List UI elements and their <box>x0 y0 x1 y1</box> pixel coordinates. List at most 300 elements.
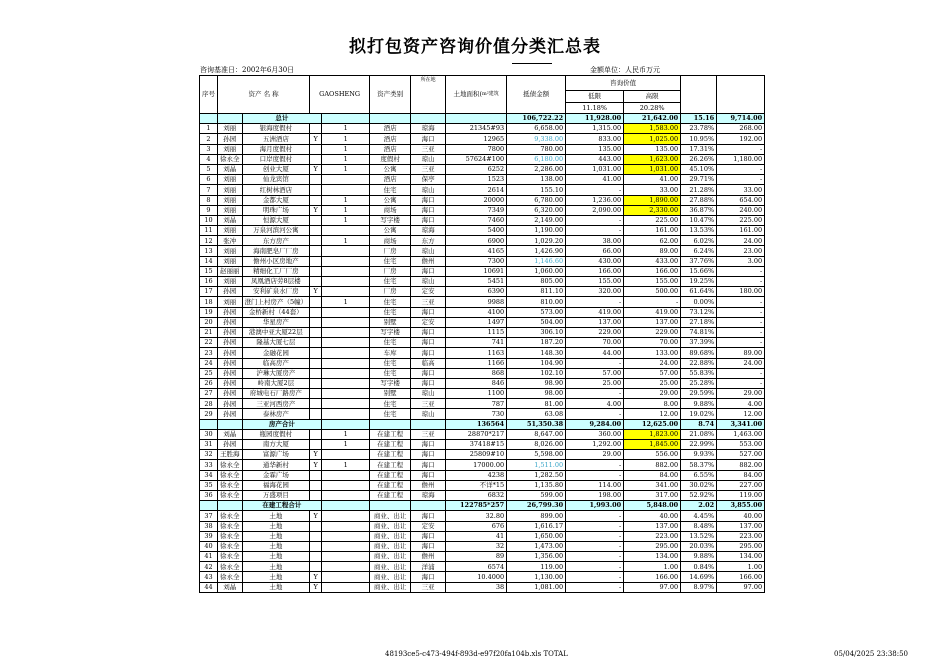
unit-label: 金额单位：人民币万元 <box>590 66 660 74</box>
summary-table <box>199 75 765 593</box>
table-row <box>200 480 765 490</box>
cell-low: - <box>566 215 624 225</box>
cell-asset-name: 土地 <box>242 562 310 572</box>
cell-asset-name: 安利矿泉水厂房 <box>242 287 310 297</box>
cell-gaosheng-flag <box>310 389 322 399</box>
cell-type: 商场 <box>370 205 411 215</box>
cell-area: 676 <box>446 521 507 531</box>
cell-low: - <box>566 470 624 480</box>
cell-type: 酒店 <box>370 124 411 134</box>
cell-location: 海口 <box>411 511 446 521</box>
table-row <box>200 389 765 399</box>
cell-high: 29.00 <box>624 389 681 399</box>
cell-person: 徐永全 <box>218 521 243 531</box>
cell-type: 写字楼 <box>370 215 411 225</box>
cell-person: 刘丽 <box>218 205 243 215</box>
cell-asset-name: 万盛项目 <box>242 490 310 500</box>
cell-count <box>322 378 370 388</box>
cell-blank <box>218 114 243 124</box>
cell-ratio: 23.78% <box>681 124 717 134</box>
cell-ratio: 29.59% <box>681 389 717 399</box>
cell-location: 定安 <box>411 317 446 327</box>
cell-count <box>322 358 370 368</box>
cell-location: 海口 <box>411 327 446 337</box>
table-row <box>200 531 765 541</box>
cell-location: 海口 <box>411 307 446 317</box>
cell-low: 70.00 <box>566 338 624 348</box>
cell-person: 刘丽 <box>218 124 243 134</box>
cell-ratio: 10.95% <box>681 134 717 144</box>
cell-area: 89 <box>446 552 507 562</box>
cell-gaosheng-flag <box>310 378 322 388</box>
cell-asset-name: 东方房产 <box>242 236 310 246</box>
cell-area: 136564 <box>446 419 507 429</box>
cell-high: 1,623.00 <box>624 154 681 164</box>
cell-location: 琼山 <box>411 389 446 399</box>
cell-mortgage: 1,029.20 <box>507 236 566 246</box>
cell-high: 70.00 <box>624 338 681 348</box>
cell-mortgage: 1,616.17 <box>507 521 566 531</box>
cell-area: 5400 <box>446 226 507 236</box>
cell-location: 海口 <box>411 531 446 541</box>
cell-person: 徐永全 <box>218 541 243 551</box>
cell-area: 10691 <box>446 266 507 276</box>
cell-ratio: 61.64% <box>681 287 717 297</box>
cell-high: 882.00 <box>624 460 681 470</box>
cell-person: 刘丽 <box>218 175 243 185</box>
cell-gaosheng-flag <box>310 409 322 419</box>
cell-count <box>322 175 370 185</box>
cell-mortgage: 780.00 <box>507 144 566 154</box>
cell-location: 琼山 <box>411 246 446 256</box>
table-row <box>200 144 765 154</box>
cell-gaosheng-flag <box>310 195 322 205</box>
cell-area: 122785*257 <box>446 501 507 511</box>
cell-last: - <box>717 327 765 337</box>
cell-person: 张冲 <box>218 236 243 246</box>
cell-gaosheng-flag: Y <box>310 511 322 521</box>
cell-count <box>322 307 370 317</box>
cell-area: 6832 <box>446 490 507 500</box>
cell-person: 刘晶 <box>218 164 243 174</box>
cell-last: 134.00 <box>717 552 765 562</box>
cell-area: 1100 <box>446 389 507 399</box>
cell-person: 孙园 <box>218 389 243 399</box>
cell-blank <box>411 419 446 429</box>
cell-seq: 20 <box>200 317 218 327</box>
table-row <box>200 327 765 337</box>
cell-mortgage: 6,180.00 <box>507 154 566 164</box>
cell-ratio: 15.66% <box>681 266 717 276</box>
cell-last: 1.00 <box>717 562 765 572</box>
cell-location: 儋州 <box>411 552 446 562</box>
cell-area: 868 <box>446 368 507 378</box>
cell-type: 住宅 <box>370 297 411 307</box>
cell-person: 徐永全 <box>218 154 243 164</box>
cell-seq: 9 <box>200 205 218 215</box>
cell-ratio: 37.39% <box>681 338 717 348</box>
cell-count <box>322 185 370 195</box>
cell-asset-name: 土地 <box>242 541 310 551</box>
cell-seq: 14 <box>200 256 218 266</box>
cell-asset-name: 岭南大厦2层 <box>242 378 310 388</box>
cell-area: 10.4000 <box>446 572 507 582</box>
cell-seq: 30 <box>200 429 218 439</box>
cell-seq: 17 <box>200 287 218 297</box>
cell-person: 孙园 <box>218 338 243 348</box>
cell-person: 徐永全 <box>218 511 243 521</box>
cell-seq: 3 <box>200 144 218 154</box>
cell-area: 6900 <box>446 236 507 246</box>
cell-type: 度假村 <box>370 154 411 164</box>
cell-gaosheng-flag <box>310 562 322 572</box>
cell-type: 住宅 <box>370 409 411 419</box>
cell-location: 三亚 <box>411 582 446 592</box>
cell-person: 孙园 <box>218 307 243 317</box>
cell-high: 8.00 <box>624 399 681 409</box>
header-area <box>446 76 507 114</box>
cell-count <box>322 287 370 297</box>
header-area-unit: m²建筑 <box>482 91 499 98</box>
cell-mortgage: 1,081.00 <box>507 582 566 592</box>
cell-blank <box>322 419 370 429</box>
cell-ratio: 52.92% <box>681 490 717 500</box>
cell-last: 33.00 <box>717 185 765 195</box>
cell-asset-name: 精细化工厂厂房 <box>242 266 310 276</box>
cell-high: 1,025.00 <box>624 134 681 144</box>
cell-seq: 36 <box>200 490 218 500</box>
cell-mortgage: 1,190.00 <box>507 226 566 236</box>
cell-blank <box>200 501 218 511</box>
cell-low: - <box>566 409 624 419</box>
cell-asset-name: 金融花园 <box>242 348 310 358</box>
cell-asset-name: 府城电石厂路房产 <box>242 389 310 399</box>
table-row <box>200 297 765 307</box>
cell-last: 89.00 <box>717 348 765 358</box>
cell-low: 360.00 <box>566 429 624 439</box>
cell-type: 厂房 <box>370 266 411 276</box>
cell-low: - <box>566 185 624 195</box>
cell-location: 海口 <box>411 572 446 582</box>
page-title: 拟打包资产咨询价值分类汇总表 <box>349 37 601 57</box>
cell-last: - <box>717 378 765 388</box>
cell-gaosheng-flag <box>310 256 322 266</box>
cell-gaosheng-flag <box>310 226 322 236</box>
cell-location: 三亚 <box>411 297 446 307</box>
cell-gaosheng-flag <box>310 480 322 490</box>
cell-person: 徐永全 <box>218 531 243 541</box>
cell-low: 320.00 <box>566 287 624 297</box>
cell-high: - <box>624 297 681 307</box>
cell-person: 刘丽 <box>218 256 243 266</box>
cell-location: 临高 <box>411 358 446 368</box>
cell-low: 229.00 <box>566 327 624 337</box>
cell-person: 刘晶 <box>218 582 243 592</box>
cell-asset-name: 港澳中亚大厦22层 <box>242 327 310 337</box>
cell-area: 38 <box>446 582 507 592</box>
cell-area: 25809#10 <box>446 450 507 460</box>
cell-seq: 44 <box>200 582 218 592</box>
table-row <box>200 521 765 531</box>
cell-last: - <box>717 164 765 174</box>
cell-person: 孙园 <box>218 348 243 358</box>
header-low: 低限 <box>566 91 624 103</box>
cell-last: 882.00 <box>717 460 765 470</box>
cell-ratio: 0.84% <box>681 562 717 572</box>
cell-count <box>322 409 370 419</box>
table-row <box>200 511 765 521</box>
cell-person: 孙园 <box>218 358 243 368</box>
cell-ratio: 4.45% <box>681 511 717 521</box>
cell-seq: 28 <box>200 399 218 409</box>
cell-person: 刘晶 <box>218 215 243 225</box>
cell-count <box>322 317 370 327</box>
cell-count <box>322 552 370 562</box>
cell-count <box>322 490 370 500</box>
cell-asset-name: 临高房产 <box>242 358 310 368</box>
cell-count <box>322 480 370 490</box>
cell-count: 1 <box>322 195 370 205</box>
cell-ratio: 20.03% <box>681 541 717 551</box>
cell-area: 6252 <box>446 164 507 174</box>
cell-person: 徐永全 <box>218 552 243 562</box>
cell-asset-name: 创业大厦 <box>242 164 310 174</box>
cell-person: 孙园 <box>218 399 243 409</box>
cell-type: 在建工程 <box>370 490 411 500</box>
cell-area: 37418#15 <box>446 440 507 450</box>
cell-last: 3,855.00 <box>717 501 765 511</box>
cell-location: 海口 <box>411 266 446 276</box>
cell-high: 89.00 <box>624 246 681 256</box>
cell-type: 车库 <box>370 348 411 358</box>
cell-low: 9,284.00 <box>566 419 624 429</box>
cell-mortgage: 1,356.00 <box>507 552 566 562</box>
cell-low: 430.00 <box>566 256 624 266</box>
cell-gaosheng-flag <box>310 338 322 348</box>
table-row <box>200 470 765 480</box>
cell-low: - <box>566 531 624 541</box>
cell-last: 1,463.00 <box>717 429 765 439</box>
cell-asset-name: 瓶园度假村 <box>242 429 310 439</box>
cell-person: 孙园 <box>218 409 243 419</box>
cell-location: 琼海 <box>411 226 446 236</box>
cell-seq: 33 <box>200 460 218 470</box>
cell-area: 787 <box>446 399 507 409</box>
cell-location: 三亚 <box>411 144 446 154</box>
cell-area: 7300 <box>446 256 507 266</box>
cell-person: 孙园 <box>218 327 243 337</box>
cell-ratio: 36.87% <box>681 205 717 215</box>
table-row <box>200 246 765 256</box>
cell-location: 琼山 <box>411 185 446 195</box>
cell-low: 57.00 <box>566 368 624 378</box>
cell-count <box>322 327 370 337</box>
table-row <box>200 307 765 317</box>
cell-gaosheng-flag <box>310 541 322 551</box>
cell-location: 琼山 <box>411 154 446 164</box>
subtotal-label: 在建工程合计 <box>242 501 322 511</box>
cell-high: 295.00 <box>624 541 681 551</box>
cell-high: 84.00 <box>624 470 681 480</box>
header-gaosheng: GAOSHENG <box>310 76 370 114</box>
cell-blank <box>370 114 411 124</box>
cell-area: 1166 <box>446 358 507 368</box>
cell-last: 40.00 <box>717 511 765 521</box>
cell-last: - <box>717 175 765 185</box>
cell-location: 琼海 <box>411 490 446 500</box>
cell-asset-name: 南方大厦 <box>242 440 310 450</box>
cell-asset-name: 隆基大厦七层 <box>242 338 310 348</box>
cell-low: - <box>566 562 624 572</box>
cell-asset-name: 金都大厦 <box>242 195 310 205</box>
cell-mortgage: 9,338.00 <box>507 134 566 144</box>
table-row <box>200 409 765 419</box>
cell-low: 198.00 <box>566 490 624 500</box>
cell-last: - <box>717 317 765 327</box>
cell-ratio: 14.69% <box>681 572 717 582</box>
cell-gaosheng-flag <box>310 327 322 337</box>
table-row <box>200 256 765 266</box>
cell-mortgage: 8,647.00 <box>507 429 566 439</box>
cell-last: 137.00 <box>717 521 765 531</box>
subtotal-row <box>200 114 765 124</box>
cell-last: - <box>717 277 765 287</box>
cell-ratio: 45.10% <box>681 164 717 174</box>
cell-type: 公寓 <box>370 164 411 174</box>
cell-ratio: 73.12% <box>681 307 717 317</box>
cell-mortgage: 1,146.60 <box>507 256 566 266</box>
cell-person: 刘丽 <box>218 246 243 256</box>
cell-person: 刘丽 <box>218 226 243 236</box>
cell-high: 21,642.00 <box>624 114 681 124</box>
cell-asset-name: 华星房产 <box>242 317 310 327</box>
table-row <box>200 450 765 460</box>
cell-person: 徐永全 <box>218 480 243 490</box>
cell-high: 12.00 <box>624 409 681 419</box>
cell-ratio: 8.97% <box>681 582 717 592</box>
cell-area: 32 <box>446 541 507 551</box>
cell-mortgage: 81.00 <box>507 399 566 409</box>
table-row <box>200 541 765 551</box>
cell-last: 97.00 <box>717 582 765 592</box>
cell-location: 三亚 <box>411 429 446 439</box>
cell-person: 刘丽 <box>218 277 243 287</box>
cell-gaosheng-flag <box>310 215 322 225</box>
cell-low: - <box>566 297 624 307</box>
header-location: 所在地 <box>411 76 446 114</box>
cell-asset-name: 万泉河滨河公寓 <box>242 226 310 236</box>
cell-count: 1 <box>322 205 370 215</box>
cell-ratio: 2.02 <box>681 501 717 511</box>
cell-seq: 40 <box>200 541 218 551</box>
cell-count <box>322 531 370 541</box>
cell-asset-name: 土地 <box>242 572 310 582</box>
cell-location: 海口 <box>411 440 446 450</box>
cell-area: 5451 <box>446 277 507 287</box>
cell-mortgage: 98.90 <box>507 378 566 388</box>
cell-ratio: 19.02% <box>681 409 717 419</box>
cell-type: 住宅 <box>370 338 411 348</box>
cell-blank <box>200 114 218 124</box>
cell-seq: 22 <box>200 338 218 348</box>
table-row <box>200 205 765 215</box>
header-type: 资产类别 <box>370 76 411 114</box>
cell-count <box>322 338 370 348</box>
cell-mortgage: 1,511.00 <box>507 460 566 470</box>
cell-gaosheng-flag: Y <box>310 450 322 460</box>
cell-type: 商业、出让 <box>370 572 411 582</box>
table-row <box>200 175 765 185</box>
cell-mortgage: 1,473.00 <box>507 541 566 551</box>
cell-type: 酒店 <box>370 175 411 185</box>
cell-high: 500.00 <box>624 287 681 297</box>
cell-last: 295.00 <box>717 541 765 551</box>
cell-high: 161.00 <box>624 226 681 236</box>
cell-person: 刘晶 <box>218 429 243 439</box>
cell-area: 730 <box>446 409 507 419</box>
cell-high: 97.00 <box>624 582 681 592</box>
subtotal-row <box>200 501 765 511</box>
cell-count: 1 <box>322 144 370 154</box>
cell-type: 厂房 <box>370 246 411 256</box>
cell-type: 住宅 <box>370 307 411 317</box>
table-row <box>200 399 765 409</box>
cell-count <box>322 348 370 358</box>
cell-gaosheng-flag <box>310 307 322 317</box>
cell-type: 酒店 <box>370 144 411 154</box>
header-high-pct: 20.28% <box>624 103 681 114</box>
cell-seq: 19 <box>200 307 218 317</box>
cell-person: 刘丽 <box>218 144 243 154</box>
cell-high: 12,625.00 <box>624 419 681 429</box>
cell-area: 4165 <box>446 246 507 256</box>
cell-seq: 25 <box>200 368 218 378</box>
cell-last: 180.00 <box>717 287 765 297</box>
cell-gaosheng-flag <box>310 490 322 500</box>
cell-area: 1523 <box>446 175 507 185</box>
cell-ratio: 9.88% <box>681 552 717 562</box>
table-row <box>200 562 765 572</box>
cell-low: 66.00 <box>566 246 624 256</box>
cell-gaosheng-flag: Y <box>310 460 322 470</box>
cell-count: 1 <box>322 440 370 450</box>
cell-ratio: 19.25% <box>681 277 717 287</box>
cell-mortgage: 1,426.90 <box>507 246 566 256</box>
cell-last: 3,341.00 <box>717 419 765 429</box>
cell-area: 1115 <box>446 327 507 337</box>
cell-mortgage: 155.10 <box>507 185 566 195</box>
header-area-label: 土地面积( <box>453 90 483 99</box>
cell-person: 王胜海 <box>218 450 243 460</box>
cell-type: 住宅 <box>370 256 411 266</box>
cell-low: - <box>566 389 624 399</box>
cell-asset-name: 金霖广场 <box>242 470 310 480</box>
cell-low: 114.00 <box>566 480 624 490</box>
cell-gaosheng-flag <box>310 175 322 185</box>
cell-seq: 8 <box>200 195 218 205</box>
cell-count <box>322 562 370 572</box>
cell-mortgage: 8,026.00 <box>507 440 566 450</box>
cell-ratio: 8.48% <box>681 521 717 531</box>
table-row <box>200 378 765 388</box>
cell-person: 刘丽 <box>218 195 243 205</box>
cell-count <box>322 572 370 582</box>
cell-high: 419.00 <box>624 307 681 317</box>
table-row <box>200 185 765 195</box>
cell-seq: 4 <box>200 154 218 164</box>
cell-location: 海口 <box>411 134 446 144</box>
cell-person: 孙园 <box>218 378 243 388</box>
